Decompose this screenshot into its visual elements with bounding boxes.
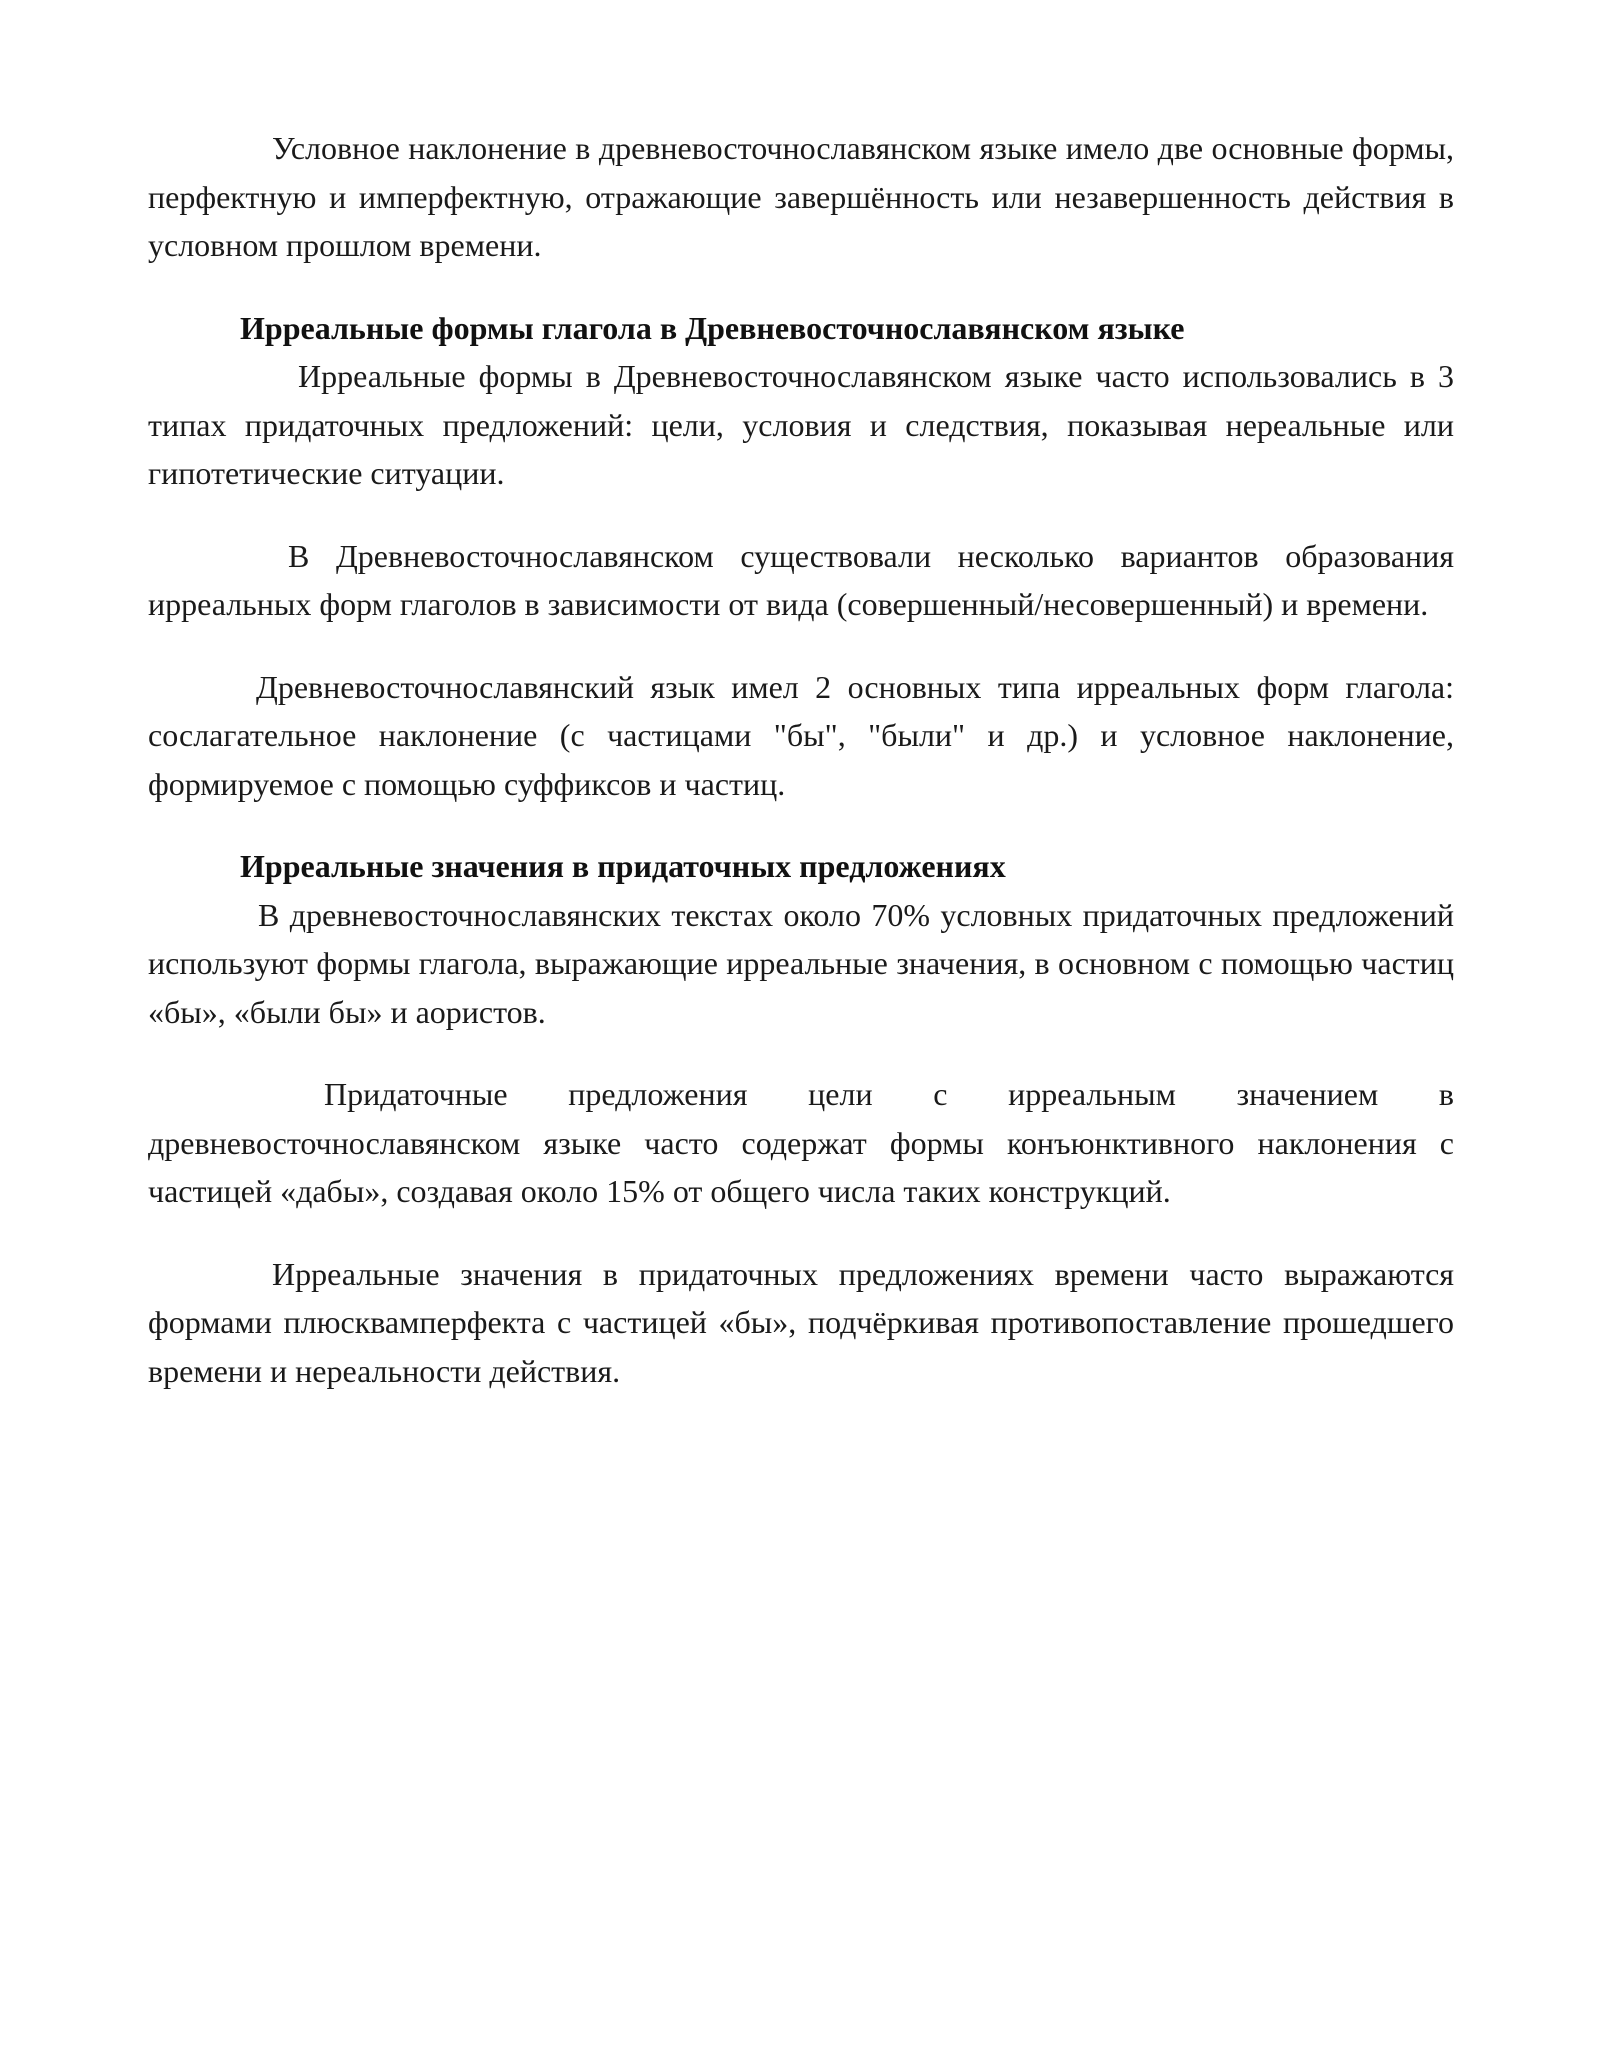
document-body (148, 124, 1454, 1395)
paragraph-conditional-mood: Условное наклонение в древневосточнославянском языке имело две основные формы, перфектную и имперфектную, отражающие завершённость или незавершенность действия в условном прошлом времени. (148, 130, 1454, 263)
paragraph-formation-variants: В Древневосточнославянском существовали несколько вариантов образования ирреальных форм глаголов в зависимости от вида (совершенный/несовершенный) и времени. (148, 537, 1454, 622)
heading-irreal-meanings: Ирреальные значения в придаточных предложениях (240, 848, 1006, 884)
paragraph-purpose-clauses: Придаточные предложения цели с ирреальным значением в древневосточнославянском языке часто содержат формы конъюнктивного наклонения с частицей «дабы», создавая около 15% от общего числа таких конструкций. (148, 1076, 1454, 1209)
heading-irreal-verb-forms: Ирреальные формы глагола в Древневосточнославянском языке (240, 309, 1185, 346)
paragraph-two-main-types: Древневосточнославянский язык имел 2 основных типа ирреальных форм глагола: сослагательное наклонение (с частицами "бы", "были" и др.) и условное наклонение, формируемое с помощью суффиксов и частиц. (148, 668, 1454, 802)
paragraph-subordinate-clause-types: Ирреальные формы в Древневосточнославянском языке часто использовались в 3 типах придаточных предложений: цели, условия и следствия, показывая нереальные или гипотетические ситуации. (148, 358, 1454, 491)
paragraph-temporal-clauses: Ирреальные значения в придаточных предложениях времени часто выражаются формами плюсквамперфекта с частицей «бы», подчёркивая противопоставление прошедшего времени и нереальности действия. (148, 1255, 1454, 1389)
paragraph-conditional-clauses-percent: В древневосточнославянских текстах около 70% условных придаточных предложений используют формы глагола, выражающие ирреальные значения, в основном с помощью частиц «бы», «были бы» и аористов. (148, 896, 1454, 1030)
